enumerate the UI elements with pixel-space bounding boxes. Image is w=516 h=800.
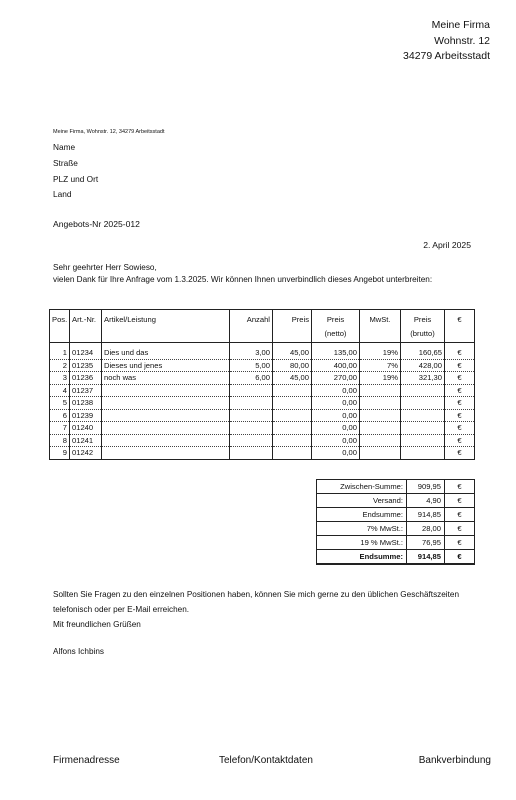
table-row — [50, 384, 475, 397]
header-net — [312, 310, 360, 343]
table-row — [50, 409, 475, 422]
cell-price — [273, 447, 312, 460]
header-qty: Anzahl — [230, 310, 273, 343]
cell-gross — [401, 434, 445, 447]
cell-price — [273, 384, 312, 397]
footer-bank: Bankverbindung — [418, 755, 491, 766]
table-row — [50, 359, 475, 372]
cell-currency: € — [445, 447, 475, 460]
cell-art-nr: 01242 — [70, 447, 102, 460]
cell-item — [102, 397, 230, 410]
totals-label: 7% MwSt.: — [317, 522, 407, 536]
totals-row — [317, 480, 475, 494]
header-currency: € — [445, 310, 475, 343]
footer-contact: Telefon/Kontaktdaten — [219, 755, 313, 766]
table-row — [50, 343, 475, 360]
cell-vat: 19% — [360, 372, 401, 385]
totals-row — [317, 522, 475, 536]
footer-address: Firmenadresse — [53, 755, 120, 766]
cell-gross — [401, 384, 445, 397]
totals-label: Versand: — [317, 494, 407, 508]
cell-qty — [230, 409, 273, 422]
totals-value: 909,95 — [407, 480, 445, 494]
cell-net: 135,00 — [312, 343, 360, 360]
header-price: Preis — [273, 310, 312, 343]
cell-currency: € — [445, 422, 475, 435]
cell-price — [273, 397, 312, 410]
cell-pos: 2 — [50, 359, 70, 372]
cell-gross: 428,00 — [401, 359, 445, 372]
totals-row — [317, 536, 475, 550]
header-net-line2: (netto) — [324, 329, 347, 338]
cell-price: 80,00 — [273, 359, 312, 372]
cell-currency: € — [445, 372, 475, 385]
cell-pos: 5 — [50, 397, 70, 410]
cell-price: 45,00 — [273, 372, 312, 385]
cell-net: 0,00 — [312, 422, 360, 435]
cell-qty — [230, 384, 273, 397]
cell-vat — [360, 397, 401, 410]
cell-currency: € — [445, 343, 475, 360]
totals-label: 19 % MwSt.: — [317, 536, 407, 550]
table-row — [50, 372, 475, 385]
table-row — [50, 447, 475, 460]
table-row — [50, 422, 475, 435]
signature: Alfons Ichbins — [53, 647, 104, 656]
recipient-street: Straße — [53, 157, 78, 168]
cell-gross: 321,30 — [401, 372, 445, 385]
table-header — [50, 310, 475, 343]
totals-table — [316, 479, 475, 565]
cell-item — [102, 434, 230, 447]
sender-line: Meine Firma, Wohnstr. 12, 34279 Arbeitsstadt — [53, 129, 165, 135]
cell-vat — [360, 409, 401, 422]
cell-net: 0,00 — [312, 409, 360, 422]
cell-item — [102, 422, 230, 435]
document-date: 2. April 2025 — [423, 240, 471, 250]
cell-pos: 8 — [50, 434, 70, 447]
grand-total-row — [317, 550, 475, 565]
cell-net: 400,00 — [312, 359, 360, 372]
recipient-address — [53, 140, 98, 203]
cell-vat — [360, 384, 401, 397]
grand-total-currency: € — [445, 550, 475, 565]
header-vat: MwSt. — [360, 310, 401, 343]
salutation: Sehr geehrter Herr Sowieso, — [53, 263, 157, 272]
cell-pos: 9 — [50, 447, 70, 460]
header-item: Artikel/Leistung — [102, 310, 230, 343]
cell-item — [102, 384, 230, 397]
header-pos: Pos. — [50, 310, 70, 343]
grand-total-label: Endsumme: — [317, 550, 407, 565]
cell-art-nr: 01234 — [70, 343, 102, 360]
cell-currency: € — [445, 434, 475, 447]
cell-qty — [230, 447, 273, 460]
company-city: 34279 Arbeitsstadt — [403, 50, 490, 62]
totals-label: Zwischen-Summe: — [317, 480, 407, 494]
cell-qty: 6,00 — [230, 372, 273, 385]
cell-art-nr: 01239 — [70, 409, 102, 422]
header-gross — [401, 310, 445, 343]
cell-art-nr: 01241 — [70, 434, 102, 447]
cell-pos: 3 — [50, 372, 70, 385]
recipient-city: PLZ und Ort — [53, 173, 99, 184]
cell-pos: 6 — [50, 409, 70, 422]
cell-vat — [360, 422, 401, 435]
table-row — [50, 434, 475, 447]
header-gross-line2: (brutto) — [410, 329, 435, 338]
cell-pos: 7 — [50, 422, 70, 435]
cell-art-nr: 01237 — [70, 384, 102, 397]
cell-qty — [230, 434, 273, 447]
closing-block — [53, 587, 483, 632]
totals-currency: € — [445, 536, 475, 550]
letter-intro — [53, 262, 483, 286]
cell-currency: € — [445, 359, 475, 372]
table-row — [50, 397, 475, 410]
cell-qty — [230, 397, 273, 410]
totals-value: 4,90 — [407, 494, 445, 508]
recipient-name: Name — [53, 142, 76, 152]
company-name: Meine Firma — [431, 19, 490, 31]
cell-qty: 3,00 — [230, 343, 273, 360]
cell-item — [102, 409, 230, 422]
cell-art-nr: 01236 — [70, 372, 102, 385]
cell-price: 45,00 — [273, 343, 312, 360]
company-street: Wohnstr. 12 — [434, 34, 490, 47]
totals-row — [317, 494, 475, 508]
cell-currency: € — [445, 397, 475, 410]
cell-gross — [401, 397, 445, 410]
company-address — [403, 18, 490, 65]
cell-gross: 160,65 — [401, 343, 445, 360]
cell-price — [273, 409, 312, 422]
cell-net: 0,00 — [312, 434, 360, 447]
cell-item: noch was — [102, 372, 230, 385]
cell-gross — [401, 409, 445, 422]
totals-value: 76,95 — [407, 536, 445, 550]
intro-text: vielen Dank für Ihre Anfrage vom 1.3.2025. Wir können Ihnen unverbindlich dieses Angebot unterbreiten: — [53, 275, 433, 284]
regards: Mit freundlichen Grüßen — [53, 620, 141, 629]
cell-vat: 19% — [360, 343, 401, 360]
cell-net: 0,00 — [312, 384, 360, 397]
cell-vat: 7% — [360, 359, 401, 372]
cell-gross — [401, 447, 445, 460]
totals-label: Endsumme: — [317, 508, 407, 522]
items-table — [49, 309, 475, 460]
cell-currency: € — [445, 409, 475, 422]
cell-vat — [360, 434, 401, 447]
grand-total-value: 914,85 — [407, 550, 445, 565]
offer-number: Angebots-Nr 2025-012 — [53, 219, 140, 229]
totals-value: 28,00 — [407, 522, 445, 536]
header-net-line1: Preis — [326, 315, 345, 324]
cell-qty — [230, 422, 273, 435]
cell-pos: 1 — [50, 343, 70, 360]
header-gross-line1: Preis — [413, 315, 432, 324]
totals-currency: € — [445, 508, 475, 522]
cell-item: Dies und das — [102, 343, 230, 360]
cell-gross — [401, 422, 445, 435]
cell-net: 270,00 — [312, 372, 360, 385]
cell-net: 0,00 — [312, 447, 360, 460]
cell-price — [273, 434, 312, 447]
cell-net: 0,00 — [312, 397, 360, 410]
cell-art-nr: 01235 — [70, 359, 102, 372]
cell-item: Dieses und jenes — [102, 359, 230, 372]
cell-price — [273, 422, 312, 435]
cell-art-nr: 01240 — [70, 422, 102, 435]
cell-art-nr: 01238 — [70, 397, 102, 410]
header-art-nr: Art.-Nr. — [70, 310, 102, 343]
totals-currency: € — [445, 480, 475, 494]
totals-row — [317, 508, 475, 522]
totals-currency: € — [445, 494, 475, 508]
totals-currency: € — [445, 522, 475, 536]
cell-currency: € — [445, 384, 475, 397]
cell-item — [102, 447, 230, 460]
closing-text: Sollten Sie Fragen zu den einzelnen Positionen haben, können Sie mich gerne zu den üblichen Geschäftszeiten telefonisch oder per E-Mail erreichen. — [53, 590, 460, 614]
totals-value: 914,85 — [407, 508, 445, 522]
cell-qty: 5,00 — [230, 359, 273, 372]
recipient-country: Land — [53, 189, 72, 200]
cell-pos: 4 — [50, 384, 70, 397]
cell-vat — [360, 447, 401, 460]
